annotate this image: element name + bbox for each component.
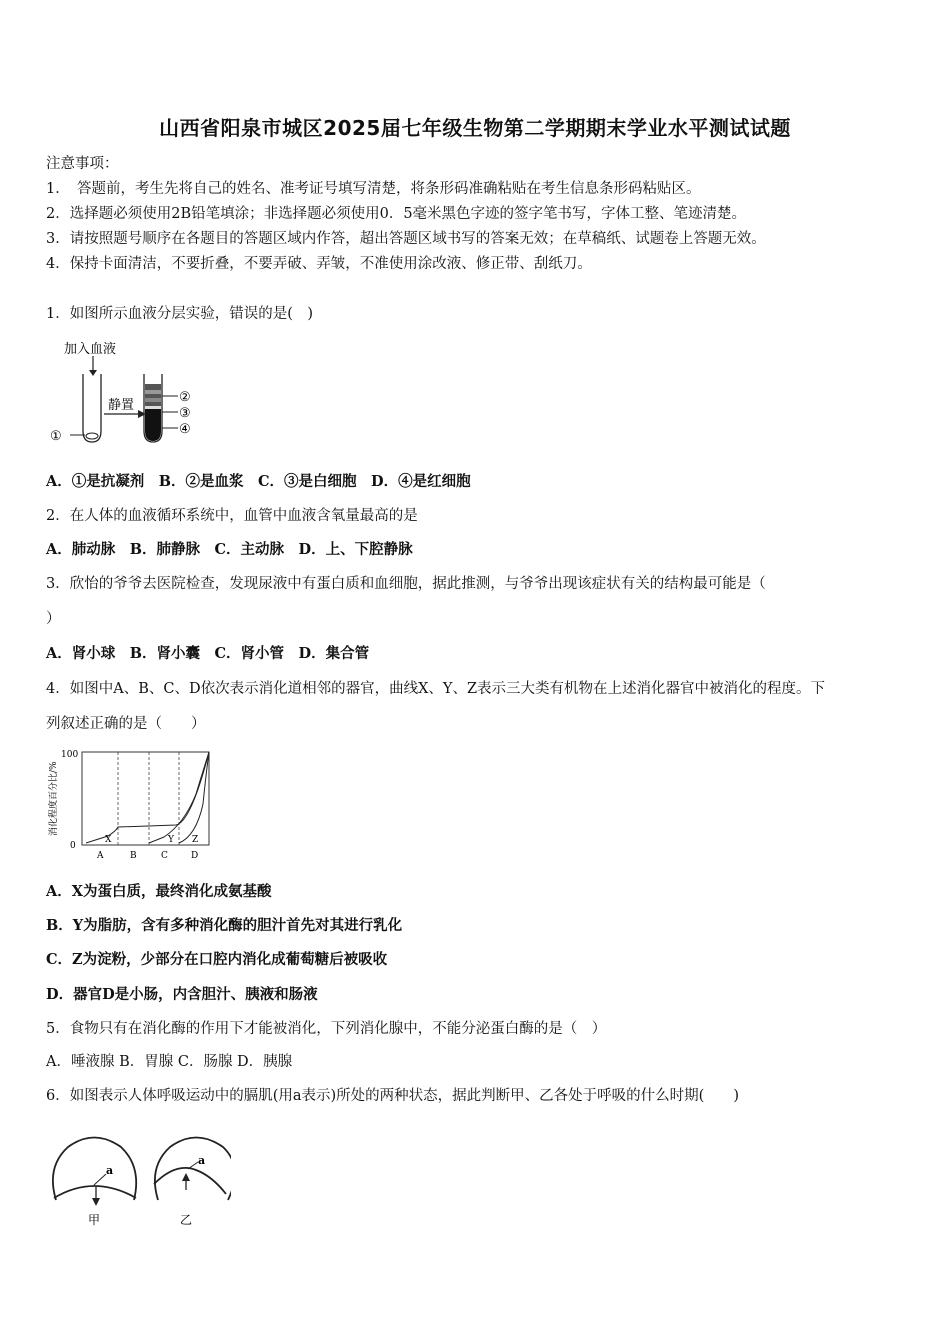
q5-stem: 5．食物只有在消化酶的作用下才能被消化，下列消化腺中，不能分泌蛋白酶的是（ ） [46, 1021, 607, 1037]
q4-stem-line2: 列叙述正确的是（ ） [46, 716, 206, 732]
q1-label-still: 静置 [108, 398, 135, 413]
q1-stem: 1．如图所示血液分层实验，错误的是( ) [46, 306, 314, 322]
q6-right-caption: 乙 [180, 1213, 193, 1227]
q6-diaphragm-figure [46, 1132, 231, 1227]
q4-digestion-chart [46, 744, 216, 864]
q6-left-label-a: a [106, 1164, 114, 1177]
q4-stem-line1: 4．如图中A、B、C、D依次表示消化道相邻的器官，曲线X、Y、Z表示三大类有机物在上述消化器官中被消化的程度。下 [46, 681, 826, 697]
notice-heading: 注意事项： [46, 156, 119, 172]
q1-options: A．①是抗凝剂 B．②是血浆 C．③是白细胞 D．④是红细胞 [46, 473, 471, 490]
q3-stem-line2: ） [46, 611, 61, 627]
page-title: 山西省阳泉市城区2025届七年级生物第二学期期末学业水平测试试题 [159, 116, 791, 140]
q6-left-caption: 甲 [88, 1213, 101, 1227]
q1-mark-2: ② [179, 390, 191, 405]
q1-blood-layer-figure [46, 336, 206, 451]
q2-stem: 2．在人体的血液循环系统中，血管中血液含氧量最高的是 [46, 508, 418, 524]
q4-organ-c: C [161, 851, 168, 861]
notice-item-2: 2．选择题必须使用2B铅笔填涂；非选择题必须使用0．5毫米黑色字迹的签字笔书写，字体工整、笔迹清楚。 [46, 206, 747, 222]
q6-stem: 6．如图表示人体呼吸运动中的膈肌(用a表示)所处的两种状态，据此判断甲、乙各处于呼吸的什么时期( ) [46, 1088, 739, 1104]
q4-organ-b: B [130, 851, 137, 861]
q1-mark-3: ③ [179, 406, 191, 421]
q1-label-add-blood: 加入血液 [64, 342, 117, 357]
q4-chart-ymin: 0 [70, 841, 76, 851]
q4-option-c: C．Z为淀粉，少部分在口腔内消化成葡萄糖后被吸收 [46, 951, 388, 968]
q4-curve-z: Z [192, 835, 199, 845]
q4-option-a: A．X为蛋白质，最终消化成氨基酸 [46, 883, 272, 900]
q3-options: A．肾小球 B．肾小囊 C．肾小管 D．集合管 [46, 645, 370, 662]
q3-stem-line1: 3．欣怡的爷爷去医院检查，发现尿液中有蛋白质和血细胞，据此推测，与爷爷出现该症状有关的结构最可能是（ [46, 576, 766, 592]
q4-chart-ylabel: 消化程度百分比/% [49, 761, 59, 836]
q1-mark-1: ① [50, 429, 62, 444]
q4-chart-ymax: 100 [61, 750, 79, 760]
q4-curve-y: Y [168, 835, 174, 845]
q4-organ-a: A [97, 851, 104, 861]
q4-organ-d: D [191, 851, 199, 861]
q6-right-label-a: a [198, 1154, 206, 1167]
q4-option-b: B．Y为脂肪，含有多种消化酶的胆汁首先对其进行乳化 [46, 917, 403, 934]
q5-options: A．唾液腺 B．胃腺 C．肠腺 D．胰腺 [46, 1054, 293, 1070]
notice-item-1: 1． 答题前，考生先将自己的姓名、准考证号填写清楚，将条形码准确粘贴在考生信息条形码粘贴区。 [46, 181, 701, 197]
q4-curve-x: X [105, 835, 112, 845]
q1-mark-4: ④ [179, 422, 191, 437]
notice-item-3: 3．请按照题号顺序在各题目的答题区域内作答，超出答题区域书写的答案无效；在草稿纸、试题卷上答题无效。 [46, 231, 766, 247]
q4-option-d: D．器官D是小肠，内含胆汁、胰液和肠液 [46, 986, 318, 1003]
q2-options: A．肺动脉 B．肺静脉 C．主动脉 D．上、下腔静脉 [46, 541, 413, 558]
notice-item-4: 4．保持卡面清洁，不要折叠，不要弄破、弄皱，不准使用涂改液、修正带、刮纸刀。 [46, 256, 592, 272]
